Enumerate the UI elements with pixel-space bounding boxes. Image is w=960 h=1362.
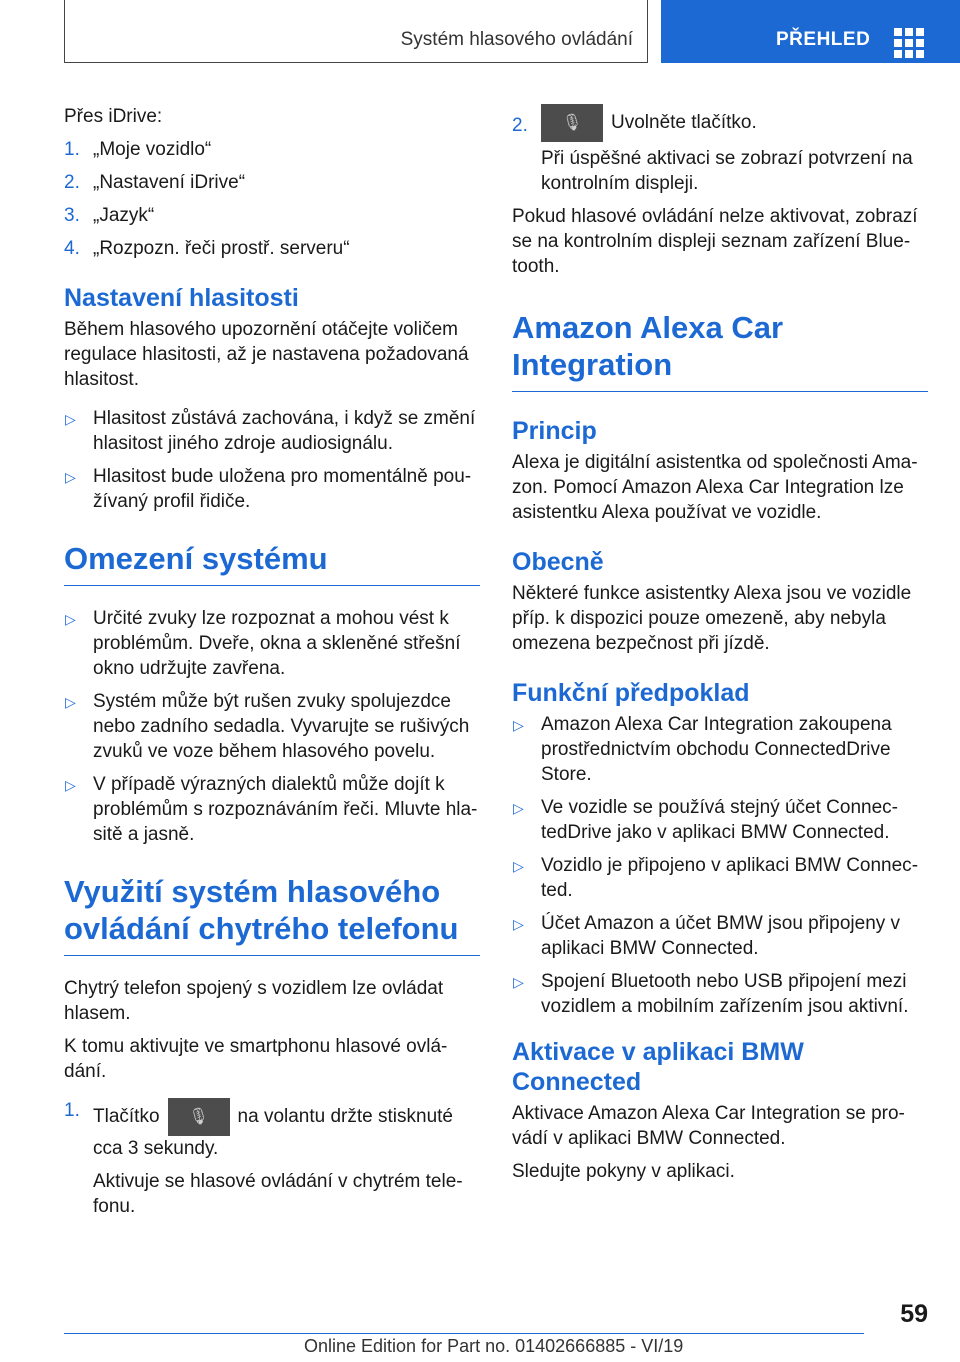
- phone-text-2: K tomu aktivujte ve smartphonu hlasové ovládání.: [64, 1036, 448, 1082]
- step-note: Aktivuje se hlasové ovládání v chytrém telefonu.: [93, 1171, 463, 1217]
- volume-bullets: [64, 406, 480, 514]
- prereq-bullets: [512, 712, 928, 1019]
- left-column: [64, 104, 480, 1227]
- bluetooth-text: Pokud hlasové ovládání nelze aktivovat, zobrazí se na kontrolním displeji seznam zařízení Bluetooth.: [512, 206, 918, 277]
- step-item: 3. „Jazyk“: [64, 205, 155, 226]
- section-title: Systém hlasového ovládání: [400, 29, 633, 50]
- principle-heading: Princip: [512, 417, 597, 445]
- overview-tab-label: PŘEHLED: [776, 29, 871, 50]
- microphone-icon: 🎙: [561, 114, 583, 132]
- step-item: 4. „Rozpozn. řeči prostř. serveru“: [64, 238, 350, 259]
- step-item: 1. Tlačítko 🎙 na volantu držte stisknuté cca 3 sekundy.: [64, 1100, 453, 1159]
- footer-rule: [64, 1333, 864, 1334]
- step-note: Při úspěšné aktivaci se zobrazí potvrzení na kontrolním displeji.: [541, 148, 913, 194]
- phone-heading: Využití systém hlasového ovládání chytrého telefonu: [64, 874, 459, 946]
- step-item: 1. „Moje vozidlo“: [64, 139, 212, 160]
- intro-text: Přes iDrive:: [64, 106, 163, 127]
- phone-text-1: Chytrý telefon spojený s vozidlem lze ovládat hlasem.: [64, 978, 444, 1024]
- activation-note: Sledujte pokyny v aplikaci.: [512, 1161, 735, 1182]
- triangle-bullet-icon: ▷: [65, 694, 76, 710]
- volume-text: Během hlasového upozornění otáčejte voličem regulace hlasitosti, až je nastavena požadovaná hlasitost.: [64, 319, 469, 390]
- activation-text: Aktivace Amazon Alexa Car Integration se provádí v aplikaci BMW Connected.: [512, 1103, 905, 1149]
- triangle-bullet-icon: ▷: [513, 717, 524, 733]
- triangle-bullet-icon: ▷: [513, 974, 524, 990]
- heading-rule: [64, 955, 480, 956]
- general-heading: Obecně: [512, 548, 604, 576]
- triangle-bullet-icon: ▷: [65, 469, 76, 485]
- limits-bullets: [64, 606, 480, 847]
- bullet-item: ▷ Určité zvuky lze rozpoznat a mohou vést k problémům. Dveře, okna a skleněné střešní okno udržujte zavřena.: [65, 608, 461, 679]
- triangle-bullet-icon: ▷: [65, 611, 76, 627]
- triangle-bullet-icon: ▷: [513, 916, 524, 932]
- voice-button: [168, 1098, 230, 1136]
- phone-steps: [64, 1098, 480, 1161]
- general-text: Některé funkce asistentky Alexa jsou ve vozidle příp. k dispozici pouze omezeně, aby nebyla omezena bezpečnost při jízdě.: [512, 583, 912, 654]
- bullet-item: ▷ Hlasitost zůstává zachována, i když se změní hlasitost jiného zdroje audiosignálu.: [65, 408, 476, 454]
- limits-heading: Omezení systému: [64, 541, 328, 576]
- activation-heading: Aktivace v aplikaci BMW Connected: [512, 1038, 804, 1096]
- phone-steps-cont: [512, 104, 928, 142]
- triangle-bullet-icon: ▷: [65, 777, 76, 793]
- bullet-item: ▷ Systém může být rušen zvuky spolujezdce nebo zadního sedadla. Vyvarujte se rušivých zvuků ve voze během hlasového povelu.: [65, 691, 470, 762]
- volume-heading: Nastavení hlasitosti: [64, 284, 299, 312]
- overview-tab[interactable]: [661, 0, 960, 63]
- bullet-item: ▷ Spojení Bluetooth nebo USB připojení mezi vozidlem a mobilním zařízením jsou aktivní.: [513, 971, 909, 1017]
- page-header: [0, 0, 960, 66]
- triangle-bullet-icon: ▷: [513, 800, 524, 816]
- triangle-bullet-icon: ▷: [513, 858, 524, 874]
- section-title-box: [64, 0, 648, 63]
- bullet-item: ▷ Amazon Alexa Car Integration zakoupena prostřednictvím obchodu ConnectedDrive Store.: [513, 714, 892, 785]
- heading-rule: [64, 585, 480, 586]
- edition-text: Online Edition for Part no. 01402666885 - VI/19: [304, 1336, 684, 1356]
- bullet-item: ▷ Vozidlo je připojeno v aplikaci BMW Connected.: [513, 855, 919, 901]
- prereq-heading: Funkční předpoklad: [512, 679, 750, 707]
- grid-icon: [894, 28, 923, 57]
- voice-button: [541, 104, 603, 142]
- bullet-item: ▷ V případě výrazných dialektů může dojít k problémům s rozpoznáváním řeči. Mluvte hlasitě a jasně.: [65, 774, 478, 845]
- step-item: 2. „Nastavení iDrive“: [64, 172, 246, 193]
- alexa-heading: Amazon Alexa Car Integration: [512, 310, 784, 382]
- bullet-item: ▷ Účet Amazon a účet BMW jsou připojeny v aplikaci BMW Connected.: [513, 913, 901, 959]
- page-number: 59: [900, 1300, 928, 1328]
- step-item: 2. 🎙 Uvolněte tlačítko.: [512, 104, 928, 142]
- triangle-bullet-icon: ▷: [65, 411, 76, 427]
- microphone-icon: 🎙: [188, 1108, 209, 1126]
- bullet-item: ▷ Hlasitost bude uložena pro momentálně používaný profil řidiče.: [65, 466, 472, 512]
- right-column: [512, 104, 928, 1184]
- bullet-item: ▷ Ve vozidle se používá stejný účet ConnectedDrive jako v aplikaci BMW Connected.: [513, 797, 898, 843]
- principle-text: Alexa je digitální asistentka od společnosti Amazon. Pomocí Amazon Alexa Car Integration lze asistentku Alexa používat ve vozidle.: [512, 452, 918, 523]
- idrive-steps: [64, 137, 480, 261]
- heading-rule: [512, 391, 928, 392]
